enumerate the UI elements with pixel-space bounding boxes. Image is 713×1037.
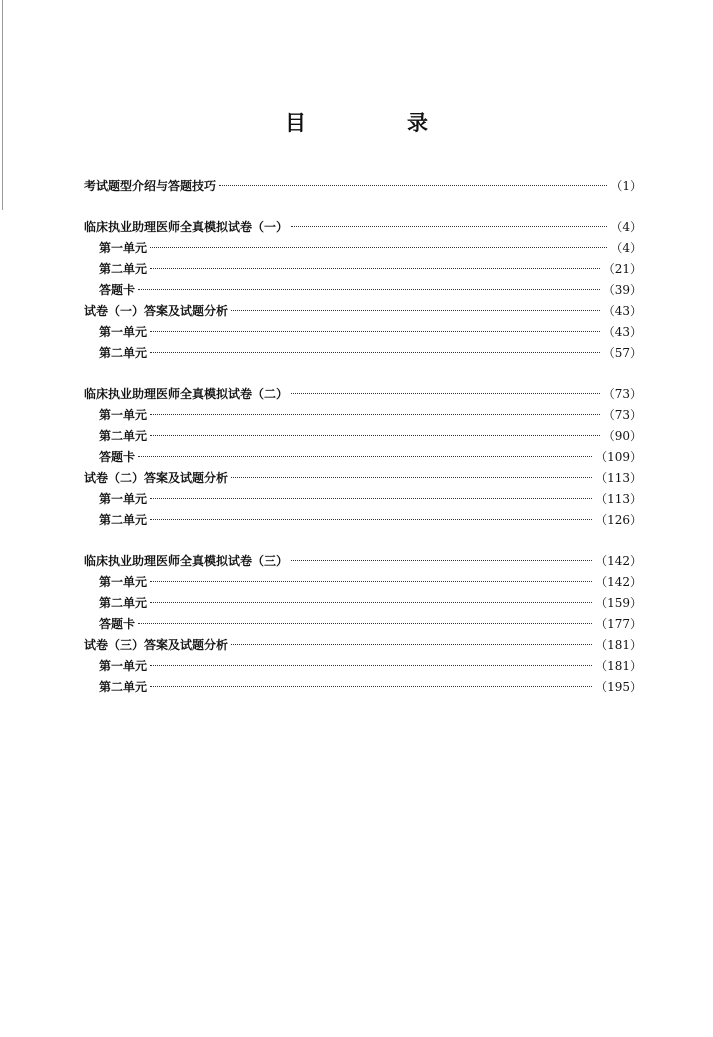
dot-leader bbox=[150, 352, 600, 353]
toc-entry-exam-2-answer-card[interactable] bbox=[84, 447, 642, 468]
toc-entry-label: 第二单元 bbox=[99, 680, 148, 694]
dot-leader bbox=[150, 414, 600, 415]
toc-entry-label: 第二单元 bbox=[99, 262, 148, 276]
dot-leader bbox=[150, 268, 600, 269]
toc-entry-label: 试卷（三）答案及试题分析 bbox=[84, 638, 229, 652]
toc-page-number: （39） bbox=[602, 283, 642, 297]
toc-page-number: （43） bbox=[602, 325, 642, 339]
toc-page-number: （43） bbox=[602, 304, 642, 318]
toc-page-number: （109） bbox=[595, 450, 642, 464]
toc-page-number: （142） bbox=[595, 575, 642, 589]
dot-leader bbox=[231, 477, 592, 478]
table-of-contents bbox=[84, 176, 642, 698]
toc-page-number: （126） bbox=[595, 513, 642, 527]
scan-margin-line bbox=[2, 0, 3, 210]
toc-entry-label: 试卷（二）答案及试题分析 bbox=[84, 471, 229, 485]
dot-leader bbox=[150, 581, 592, 582]
toc-entry-exam-3-answers-unit-1[interactable] bbox=[84, 656, 642, 677]
toc-page-number: （90） bbox=[602, 429, 642, 443]
dot-leader bbox=[231, 310, 600, 311]
toc-entry-exam-1-unit-2[interactable] bbox=[84, 259, 642, 280]
dot-leader bbox=[150, 247, 607, 248]
toc-entry-label: 临床执业助理医师全真模拟试卷（三） bbox=[84, 554, 289, 568]
toc-entry-label: 第二单元 bbox=[99, 429, 148, 443]
toc-entry-exam-2-unit-1[interactable] bbox=[84, 405, 642, 426]
toc-entry-label: 考试题型介绍与答题技巧 bbox=[84, 179, 217, 193]
toc-entry-label: 第二单元 bbox=[99, 346, 148, 360]
toc-page-number: （4） bbox=[610, 220, 642, 234]
toc-page-number: （159） bbox=[595, 596, 642, 610]
dot-leader bbox=[291, 226, 607, 227]
dot-leader bbox=[150, 498, 592, 499]
toc-page-number: （57） bbox=[602, 346, 642, 360]
toc-page-number: （73） bbox=[602, 408, 642, 422]
toc-page-number: （113） bbox=[595, 492, 642, 506]
toc-page-number: （177） bbox=[595, 617, 642, 631]
dot-leader bbox=[150, 519, 592, 520]
toc-entry-label: 临床执业助理医师全真模拟试卷（一） bbox=[84, 220, 289, 234]
toc-page-number: （181） bbox=[595, 659, 642, 673]
toc-entry-label: 第一单元 bbox=[99, 492, 148, 506]
toc-entry-label: 试卷（一）答案及试题分析 bbox=[84, 304, 229, 318]
toc-group-exam-2 bbox=[84, 384, 642, 531]
toc-page-number: （195） bbox=[595, 680, 642, 694]
dot-leader bbox=[219, 185, 607, 186]
dot-leader bbox=[138, 623, 592, 624]
toc-entry-label: 第一单元 bbox=[99, 241, 148, 255]
toc-entry-exam-3[interactable] bbox=[84, 551, 642, 572]
toc-entry-exam-1-answers[interactable] bbox=[84, 301, 642, 322]
toc-entry-label: 第一单元 bbox=[99, 408, 148, 422]
toc-entry-exam-3-answers-unit-2[interactable] bbox=[84, 677, 642, 698]
toc-entry-label: 第二单元 bbox=[99, 513, 148, 527]
toc-entry-exam-1-answers-unit-1[interactable] bbox=[84, 322, 642, 343]
toc-entry-exam-3-unit-2[interactable] bbox=[84, 593, 642, 614]
toc-page-number: （113） bbox=[595, 471, 642, 485]
toc-page-number: （4） bbox=[610, 241, 642, 255]
toc-page-number: （142） bbox=[595, 554, 642, 568]
toc-entry-exam-3-answers[interactable] bbox=[84, 635, 642, 656]
dot-leader bbox=[150, 602, 592, 603]
toc-page-number: （21） bbox=[602, 262, 642, 276]
toc-entry-label: 第一单元 bbox=[99, 325, 148, 339]
toc-entry-label: 临床执业助理医师全真模拟试卷（二） bbox=[84, 387, 289, 401]
toc-group-exam-1 bbox=[84, 217, 642, 364]
dot-leader bbox=[291, 560, 592, 561]
toc-entry-intro[interactable] bbox=[84, 176, 642, 197]
toc-page-number: （181） bbox=[595, 638, 642, 652]
dot-leader bbox=[138, 456, 592, 457]
toc-entry-exam-1-answer-card[interactable] bbox=[84, 280, 642, 301]
dot-leader bbox=[150, 686, 592, 687]
toc-entry-exam-2-unit-2[interactable] bbox=[84, 426, 642, 447]
toc-entry-label: 答题卡 bbox=[99, 283, 136, 297]
toc-entry-exam-1-unit-1[interactable] bbox=[84, 238, 642, 259]
toc-page-number: （73） bbox=[602, 387, 642, 401]
toc-entry-exam-3-unit-1[interactable] bbox=[84, 572, 642, 593]
dot-leader bbox=[138, 289, 600, 290]
toc-entry-label: 第二单元 bbox=[99, 596, 148, 610]
toc-group-intro bbox=[84, 176, 642, 197]
toc-entry-exam-2[interactable] bbox=[84, 384, 642, 405]
toc-entry-label: 第一单元 bbox=[99, 575, 148, 589]
page-title: 目 录 bbox=[285, 110, 468, 135]
dot-leader bbox=[231, 644, 592, 645]
dot-leader bbox=[291, 393, 600, 394]
toc-entry-label: 第一单元 bbox=[99, 659, 148, 673]
toc-entry-exam-2-answers-unit-1[interactable] bbox=[84, 489, 642, 510]
toc-entry-exam-2-answers-unit-2[interactable] bbox=[84, 510, 642, 531]
toc-group-exam-3 bbox=[84, 551, 642, 698]
toc-page-number: （1） bbox=[610, 179, 642, 193]
toc-entry-exam-1[interactable] bbox=[84, 217, 642, 238]
toc-entry-exam-2-answers[interactable] bbox=[84, 468, 642, 489]
dot-leader bbox=[150, 331, 600, 332]
dot-leader bbox=[150, 665, 592, 666]
toc-entry-label: 答题卡 bbox=[99, 617, 136, 631]
toc-entry-exam-3-answer-card[interactable] bbox=[84, 614, 642, 635]
toc-entry-exam-1-answers-unit-2[interactable] bbox=[84, 343, 642, 364]
toc-entry-label: 答题卡 bbox=[99, 450, 136, 464]
dot-leader bbox=[150, 435, 600, 436]
